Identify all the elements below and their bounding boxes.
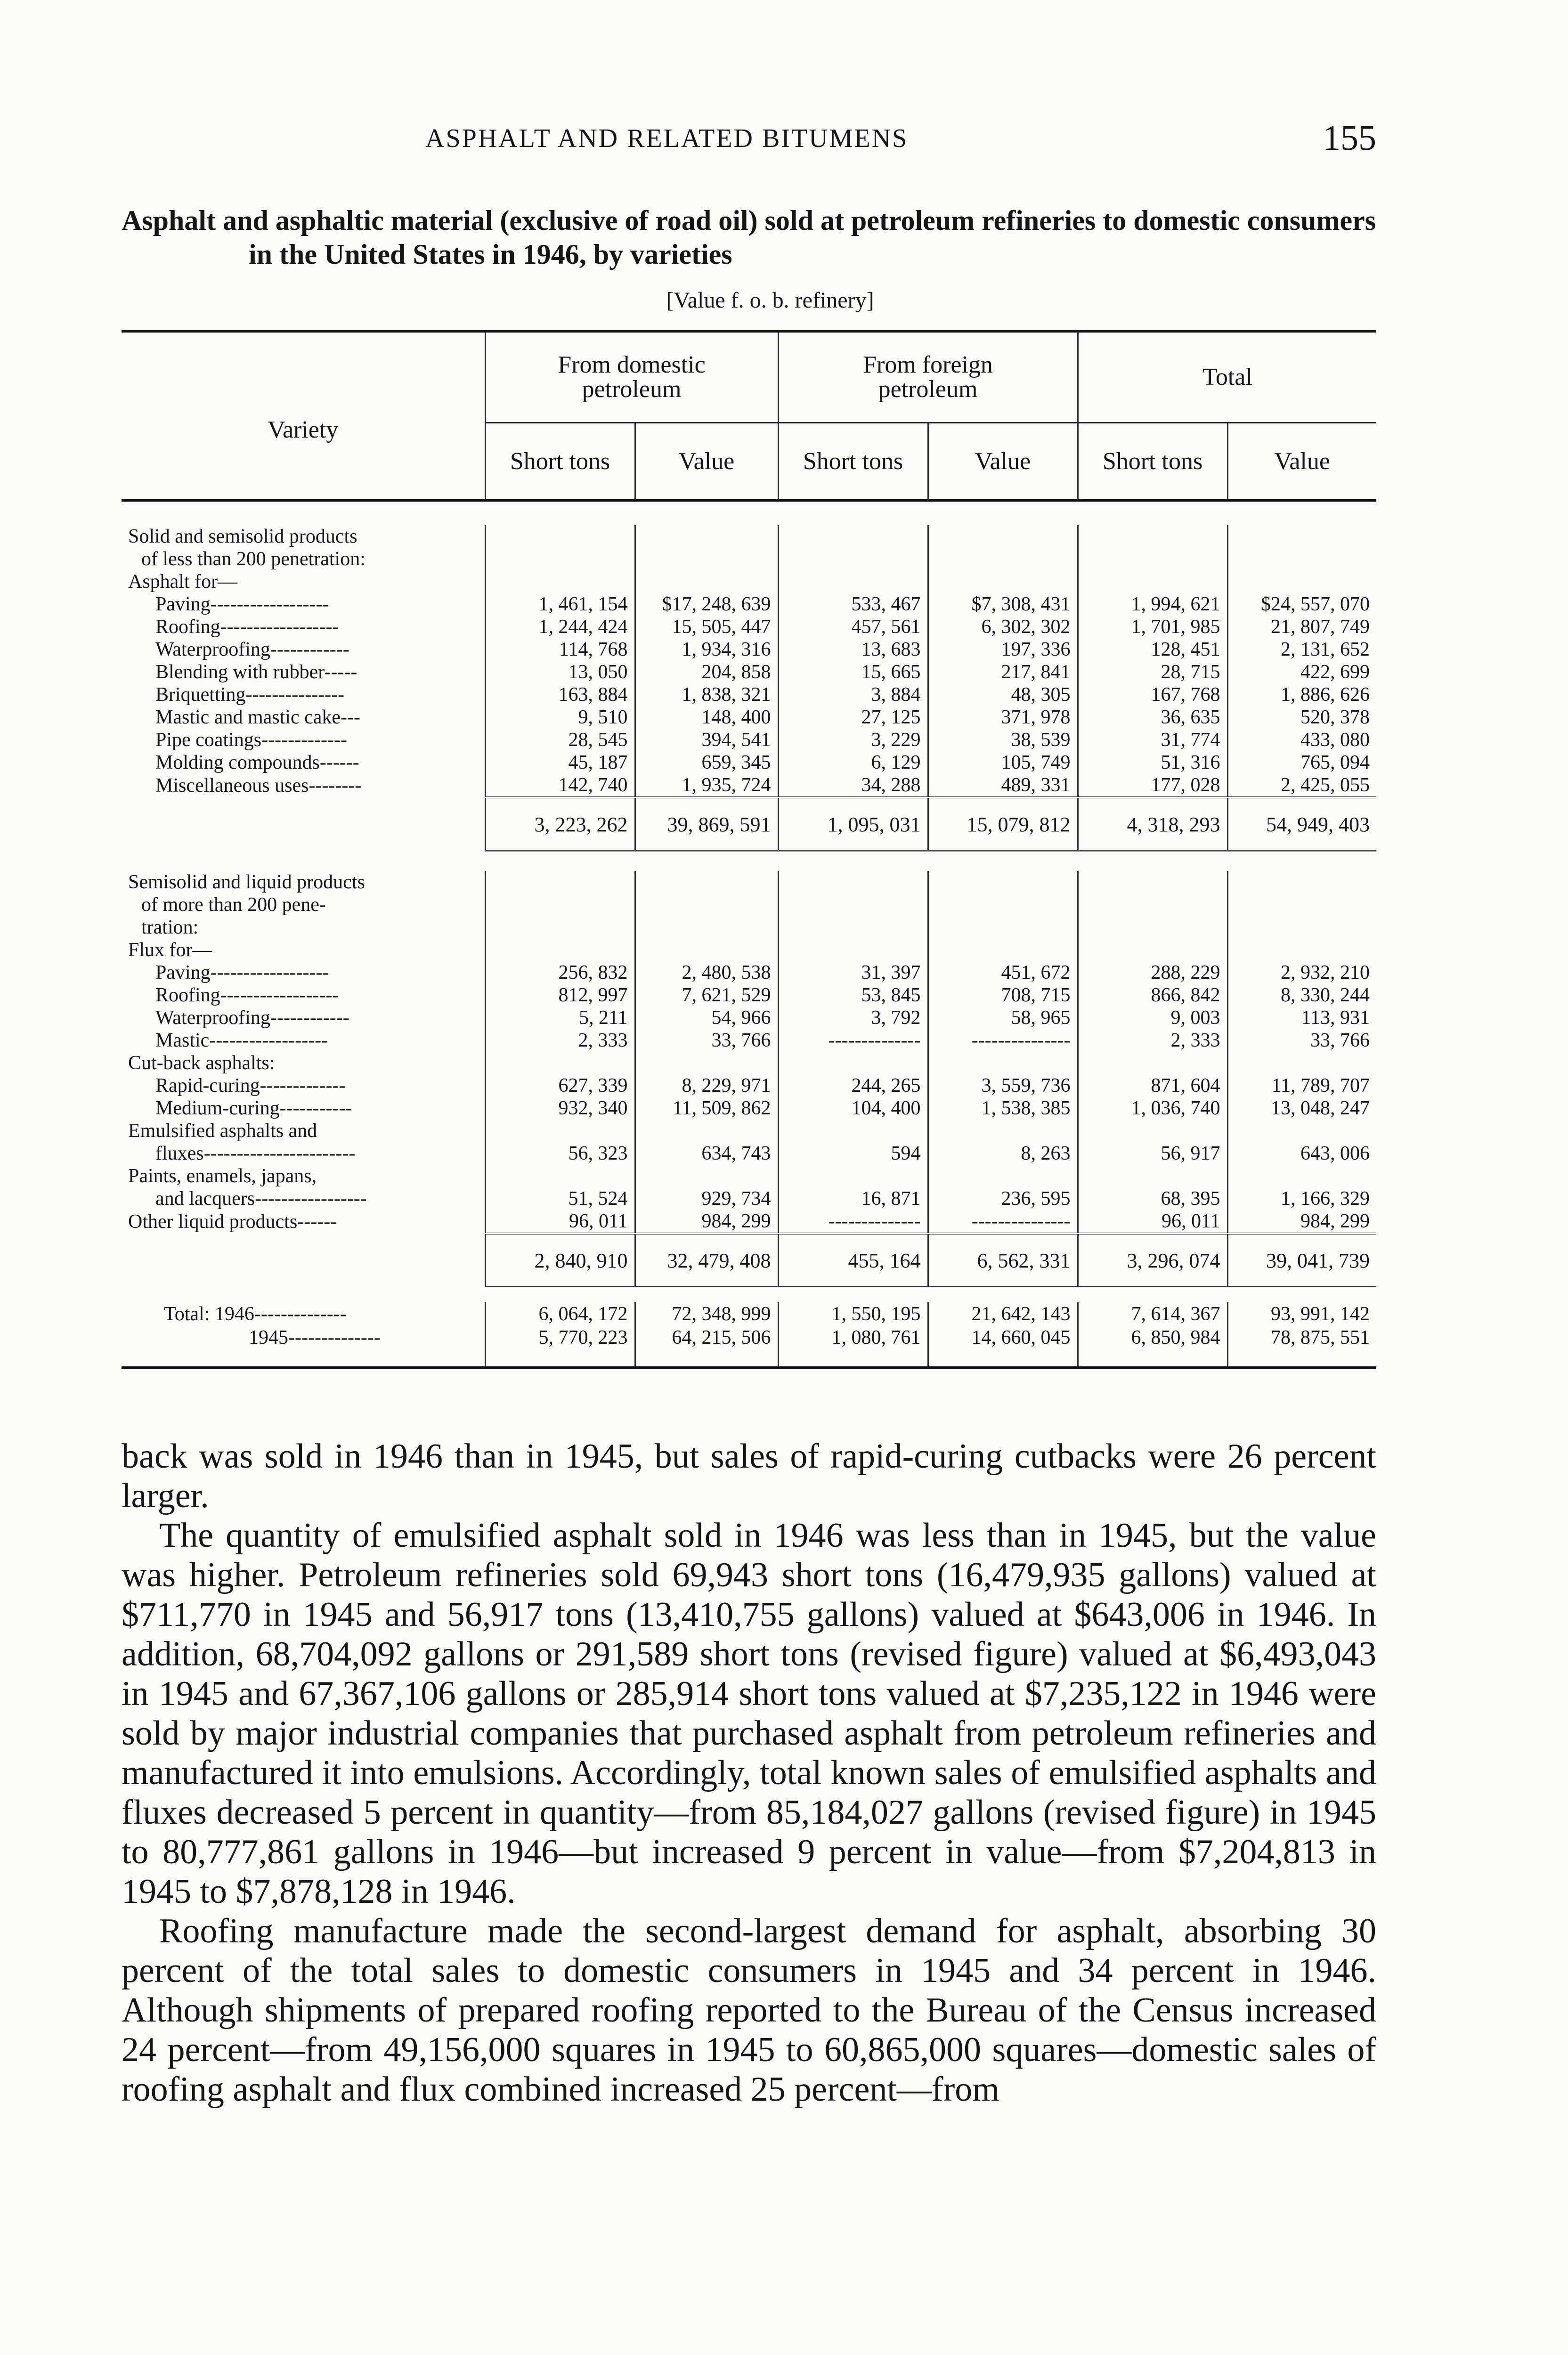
- cell: 1, 538, 385: [928, 1097, 1078, 1120]
- table-row: [122, 1120, 1376, 1165]
- cell: 433, 080: [1227, 729, 1376, 751]
- cell: 8, 330, 244: [1227, 984, 1376, 1007]
- cell: 457, 561: [778, 616, 928, 638]
- cell: 6, 850, 984: [1078, 1326, 1227, 1368]
- cell: 5, 770, 223: [485, 1326, 635, 1368]
- cell: 1, 934, 316: [635, 638, 778, 661]
- cell: 28, 715: [1078, 661, 1227, 683]
- table-row: [122, 1007, 1376, 1029]
- subtotal-row: [122, 797, 1376, 851]
- cell: 54, 949, 403: [1227, 797, 1376, 851]
- cell: 871, 604: [1078, 1074, 1227, 1097]
- cell: 765, 094: [1227, 751, 1376, 774]
- table-row: [122, 616, 1376, 638]
- row-label: Pipe coatings-------------: [155, 729, 347, 751]
- cell: 3, 559, 736: [928, 1074, 1078, 1097]
- cell: 1, 886, 626: [1227, 683, 1376, 706]
- section-heading: Semisolid and liquid products of more than 200 pene- tration: Flux for—: [128, 871, 365, 961]
- paragraph: back was sold in 1946 than in 1945, but sales of rapid-curing cutbacks were 26 percent larger.: [122, 1437, 1376, 1515]
- cell: 104, 400: [778, 1097, 928, 1120]
- cell: ---------------: [928, 1210, 1078, 1234]
- cell: 58, 965: [928, 1007, 1078, 1029]
- cell: 128, 451: [1078, 638, 1227, 661]
- cell: 1, 838, 321: [635, 683, 778, 706]
- cell: 3, 792: [778, 1007, 928, 1029]
- cell: 177, 028: [1078, 774, 1227, 797]
- cell: 594: [778, 1120, 928, 1165]
- cell: 54, 966: [635, 1007, 778, 1029]
- cell: 9, 003: [1078, 1007, 1227, 1029]
- cell: 33, 766: [635, 1029, 778, 1052]
- cell: 38, 539: [928, 729, 1078, 751]
- cell: 51, 524: [485, 1165, 635, 1210]
- cell: 708, 715: [928, 984, 1078, 1007]
- cell: $17, 248, 639: [635, 593, 778, 616]
- cell: 2, 840, 910: [485, 1234, 635, 1287]
- cell: 15, 505, 447: [635, 616, 778, 638]
- table-row: [122, 751, 1376, 774]
- cell: 2, 480, 538: [635, 961, 778, 984]
- table-row: [122, 984, 1376, 1007]
- cell: 244, 265: [778, 1074, 928, 1097]
- cell: 2, 333: [1078, 1029, 1227, 1052]
- cell: 13, 683: [778, 638, 928, 661]
- body-text: [122, 1437, 1376, 2109]
- cell: $24, 557, 070: [1227, 593, 1376, 616]
- cell: 1, 701, 985: [1078, 616, 1227, 638]
- header-domestic: From domestic petroleum: [485, 331, 778, 423]
- row-label: Cut-back asphalts:: [128, 1052, 275, 1074]
- paragraph: The quantity of emulsified asphalt sold in 1946 was less than in 1945, but the value was higher. Petroleum refineries sold 69,943 short tons (16,479,935 gallons) valued at $711,770 in 1945 and 56,917 tons (13,410,755 gallons) valued at $643,006 in 1946. In addition, 68,704,092 gallons or 291,589 short tons (revised figure) valued at $6,493,043 in 1945 and 67,367,106 gallons or 285,914 short tons valued at $7,235,122 in 1946 were sold by major industrial companies that purchased asphalt from petroleum refineries and manufactured it into emulsions. Accordingly, total known sales of emulsified asphalts and fluxes decreased 5 percent in quantity—from 85,184,027 gallons (revised figure) in 1945 to 80,777,861 gallons in 1946—but increased 9 percent in value—from $7,204,813 in 1945 to $7,878,128 in 1946.: [122, 1516, 1376, 1911]
- cell: 31, 774: [1078, 729, 1227, 751]
- cell: 217, 841: [928, 661, 1078, 683]
- cell: 14, 660, 045: [928, 1326, 1078, 1368]
- cell: 142, 740: [485, 774, 635, 797]
- cell: 163, 884: [485, 683, 635, 706]
- row-label: Rapid-curing-------------: [155, 1075, 346, 1096]
- table-row: [122, 638, 1376, 661]
- cell: ---------------: [928, 1029, 1078, 1052]
- cell: 932, 340: [485, 1097, 635, 1120]
- section-heading: Solid and semisolid products of less than 200 penetration: Asphalt for—: [128, 526, 366, 593]
- table-row: [122, 1210, 1376, 1234]
- paragraph: Roofing manufacture made the second-largest demand for asphalt, absorbing 30 percent of the total sales to domestic consumers in 1945 and 34 percent in 1946. Although shipments of prepared roofing reported to the Bureau of the Census increased 24 percent—from 49,156,000 squares in 1945 to 60,865,000 squares—domestic sales of roofing asphalt and flux combined increased 25 percent—from: [122, 1912, 1376, 2109]
- cell: 371, 978: [928, 706, 1078, 729]
- header-variety: Variety: [268, 416, 339, 443]
- cell: 394, 541: [635, 729, 778, 751]
- cell: 6, 064, 172: [485, 1302, 635, 1326]
- row-label: Roofing------------------: [155, 616, 339, 638]
- cell: 68, 395: [1078, 1165, 1227, 1210]
- total-row-1945: [122, 1326, 1376, 1368]
- cell: 21, 807, 749: [1227, 616, 1376, 638]
- cell: 28, 545: [485, 729, 635, 751]
- cell: 643, 006: [1227, 1120, 1376, 1165]
- cell: --------------: [778, 1210, 928, 1234]
- cell: 1, 244, 424: [485, 616, 635, 638]
- table-caption: Asphalt and asphaltic material (exclusive of road oil) sold at petroleum refineries to domestic consumers in the United States in 1946, by varieties: [122, 205, 1376, 270]
- row-label: Emulsified asphalts and fluxes-----------------------: [128, 1120, 356, 1164]
- row-label: Roofing------------------: [155, 984, 339, 1006]
- cell: 8, 263: [928, 1120, 1078, 1165]
- header-value: Value: [635, 423, 778, 501]
- row-label: Miscellaneous uses--------: [155, 775, 362, 796]
- cell: 659, 345: [635, 751, 778, 774]
- row-label: Other liquid products------: [128, 1211, 337, 1233]
- cell: 2, 425, 055: [1227, 774, 1376, 797]
- subtotal-row: [122, 1234, 1376, 1287]
- asphalt-sales-table: [122, 330, 1376, 1369]
- row-label: Paving------------------: [155, 593, 329, 615]
- table-row: [122, 961, 1376, 984]
- cell: 15, 665: [778, 661, 928, 683]
- cell: 422, 699: [1227, 661, 1376, 683]
- header-value: Value: [928, 423, 1078, 501]
- cell: 866, 842: [1078, 984, 1227, 1007]
- cell: 1, 994, 621: [1078, 593, 1227, 616]
- cell: 812, 997: [485, 984, 635, 1007]
- cell: 114, 768: [485, 638, 635, 661]
- cell: 36, 635: [1078, 706, 1227, 729]
- cell: 56, 323: [485, 1120, 635, 1165]
- running-head: [122, 118, 1376, 161]
- cell: 929, 734: [635, 1165, 778, 1210]
- cell: 48, 305: [928, 683, 1078, 706]
- cell: 533, 467: [778, 593, 928, 616]
- cell: 4, 318, 293: [1078, 797, 1227, 851]
- cell: 455, 164: [778, 1234, 928, 1287]
- cell: 489, 331: [928, 774, 1078, 797]
- row-label: Blending with rubber-----: [155, 661, 357, 683]
- cell: 288, 229: [1078, 961, 1227, 984]
- cell: --------------: [778, 1029, 928, 1052]
- cell: 3, 229: [778, 729, 928, 751]
- row-label: Medium-curing-----------: [155, 1097, 352, 1119]
- cell: 1, 461, 154: [485, 593, 635, 616]
- row-label: Paving------------------: [155, 962, 329, 983]
- cell: 16, 871: [778, 1165, 928, 1210]
- cell: 27, 125: [778, 706, 928, 729]
- header-value: Value: [1227, 423, 1376, 501]
- cell: 96, 011: [485, 1210, 635, 1234]
- cell: 1, 095, 031: [778, 797, 928, 851]
- cell: 6, 562, 331: [928, 1234, 1078, 1287]
- cell: 197, 336: [928, 638, 1078, 661]
- table-row: [122, 706, 1376, 729]
- cell: 627, 339: [485, 1074, 635, 1097]
- running-title: ASPHALT AND RELATED BITUMENS: [425, 124, 909, 153]
- cell: 7, 614, 367: [1078, 1302, 1227, 1326]
- row-label: Total: 1946--------------: [164, 1303, 347, 1325]
- cell: 236, 595: [928, 1165, 1078, 1210]
- cell: 93, 991, 142: [1227, 1302, 1376, 1326]
- cell: 33, 766: [1227, 1029, 1376, 1052]
- cell: 13, 050: [485, 661, 635, 683]
- table-row: [122, 774, 1376, 797]
- cell: 1, 080, 761: [778, 1326, 928, 1368]
- header-short-tons: Short tons: [485, 423, 635, 501]
- cell: 96, 011: [1078, 1210, 1227, 1234]
- row-label: Paints, enamels, japans, and lacquers-----------------: [128, 1165, 367, 1210]
- cell: 1, 036, 740: [1078, 1097, 1227, 1120]
- cell: 167, 768: [1078, 683, 1227, 706]
- cell: 9, 510: [485, 706, 635, 729]
- table-row: [122, 593, 1376, 616]
- cell: 984, 299: [635, 1210, 778, 1234]
- cell: 2, 932, 210: [1227, 961, 1376, 984]
- cell: 3, 296, 074: [1078, 1234, 1227, 1287]
- cell: 8, 229, 971: [635, 1074, 778, 1097]
- cell: 39, 041, 739: [1227, 1234, 1376, 1287]
- cell: 1, 166, 329: [1227, 1165, 1376, 1210]
- cell: 51, 316: [1078, 751, 1227, 774]
- cell: 56, 917: [1078, 1120, 1227, 1165]
- row-label: Waterproofing------------: [155, 1007, 349, 1029]
- row-label: Mastic and mastic cake---: [155, 706, 360, 728]
- header-foreign: From foreign petroleum: [778, 331, 1078, 423]
- cell: 45, 187: [485, 751, 635, 774]
- header-short-tons: Short tons: [1078, 423, 1227, 501]
- cell: 2, 333: [485, 1029, 635, 1052]
- cell: 3, 223, 262: [485, 797, 635, 851]
- cell: 204, 858: [635, 661, 778, 683]
- cell: 5, 211: [485, 1007, 635, 1029]
- cell: 39, 869, 591: [635, 797, 778, 851]
- table-row: [122, 1029, 1376, 1052]
- cell: 64, 215, 506: [635, 1326, 778, 1368]
- cell: 113, 931: [1227, 1007, 1376, 1029]
- cell: 105, 749: [928, 751, 1078, 774]
- cell: 634, 743: [635, 1120, 778, 1165]
- cell: 256, 832: [485, 961, 635, 984]
- row-label: Molding compounds------: [155, 752, 359, 773]
- cell: 3, 884: [778, 683, 928, 706]
- table-row: [122, 683, 1376, 706]
- table-row: [122, 1097, 1376, 1120]
- table-row: [122, 1165, 1376, 1210]
- cell: 6, 129: [778, 751, 928, 774]
- table-row: [122, 661, 1376, 683]
- table-row: [122, 729, 1376, 751]
- cell: 1, 550, 195: [778, 1302, 928, 1326]
- header-total: Total: [1078, 331, 1376, 423]
- row-label: Mastic------------------: [155, 1030, 328, 1051]
- total-row-1946: [122, 1302, 1376, 1326]
- row-label: 1945--------------: [122, 1326, 485, 1368]
- cell: 31, 397: [778, 961, 928, 984]
- row-label: Waterproofing------------: [155, 639, 349, 660]
- cell: 11, 509, 862: [635, 1097, 778, 1120]
- table-row: [122, 1074, 1376, 1097]
- cell: 13, 048, 247: [1227, 1097, 1376, 1120]
- cell: 32, 479, 408: [635, 1234, 778, 1287]
- cell: $7, 308, 431: [928, 593, 1078, 616]
- cell: 148, 400: [635, 706, 778, 729]
- cell: 2, 131, 652: [1227, 638, 1376, 661]
- cell: 7, 621, 529: [635, 984, 778, 1007]
- cell: 6, 302, 302: [928, 616, 1078, 638]
- header-short-tons: Short tons: [778, 423, 928, 501]
- cell: 34, 288: [778, 774, 928, 797]
- cell: 520, 378: [1227, 706, 1376, 729]
- cell: 15, 079, 812: [928, 797, 1078, 851]
- page-number: 155: [1323, 118, 1376, 158]
- cell: 984, 299: [1227, 1210, 1376, 1234]
- cell: 78, 875, 551: [1227, 1326, 1376, 1368]
- cell: 11, 789, 707: [1227, 1074, 1376, 1097]
- cell: 1, 935, 724: [635, 774, 778, 797]
- cell: 53, 845: [778, 984, 928, 1007]
- cell: 21, 642, 143: [928, 1302, 1078, 1326]
- cell: 451, 672: [928, 961, 1078, 984]
- cell: 72, 348, 999: [635, 1302, 778, 1326]
- row-label: Briquetting---------------: [155, 684, 345, 706]
- value-note: [Value f. o. b. refinery]: [666, 288, 874, 313]
